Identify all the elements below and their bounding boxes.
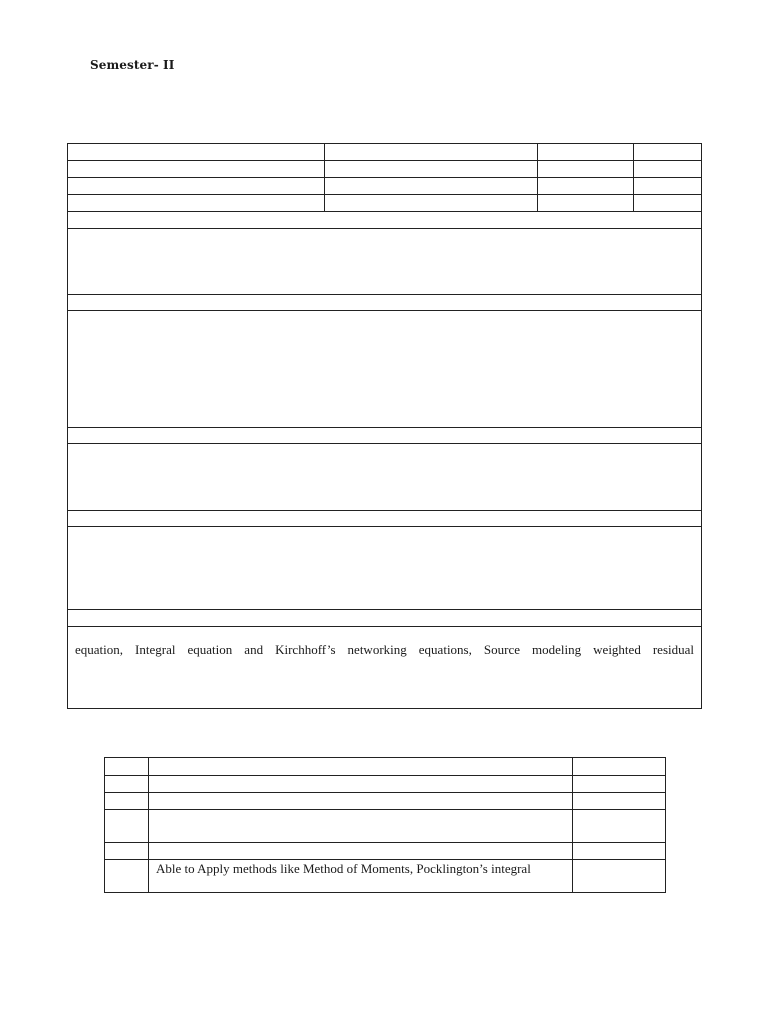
table-row-divider [105,792,665,793]
table-row-divider [105,842,665,843]
section-divider [68,510,701,511]
table-column-divider [572,758,573,893]
table-column-divider [324,144,325,212]
section-divider [68,609,701,610]
section-title-divider [68,310,701,311]
section-divider [68,294,701,295]
section-title-divider [68,228,701,229]
table-row-divider [68,160,701,161]
section-title-divider [68,526,701,527]
table-row-divider [105,775,665,776]
syllabus-table [67,143,702,709]
outcomes-table [104,757,666,893]
table-row-divider [105,859,665,860]
table-column-divider [633,144,634,212]
section-content-text: equation, Integral equation and Kirchhoff’s networking equations, Source modeling weighted residual [75,642,694,657]
section-title-divider [68,443,701,444]
outcome-text: Able to Apply methods like Method of Moments, Pocklington’s integral [156,861,531,876]
section-title-divider [68,626,701,627]
table-row-divider [68,194,701,195]
table-row-divider [105,809,665,810]
table-row-divider [68,211,701,212]
section-divider [68,427,701,428]
semester-label: Semester- II [90,58,175,72]
table-column-divider [537,144,538,212]
table-row-divider [68,177,701,178]
table-column-divider [148,758,149,893]
